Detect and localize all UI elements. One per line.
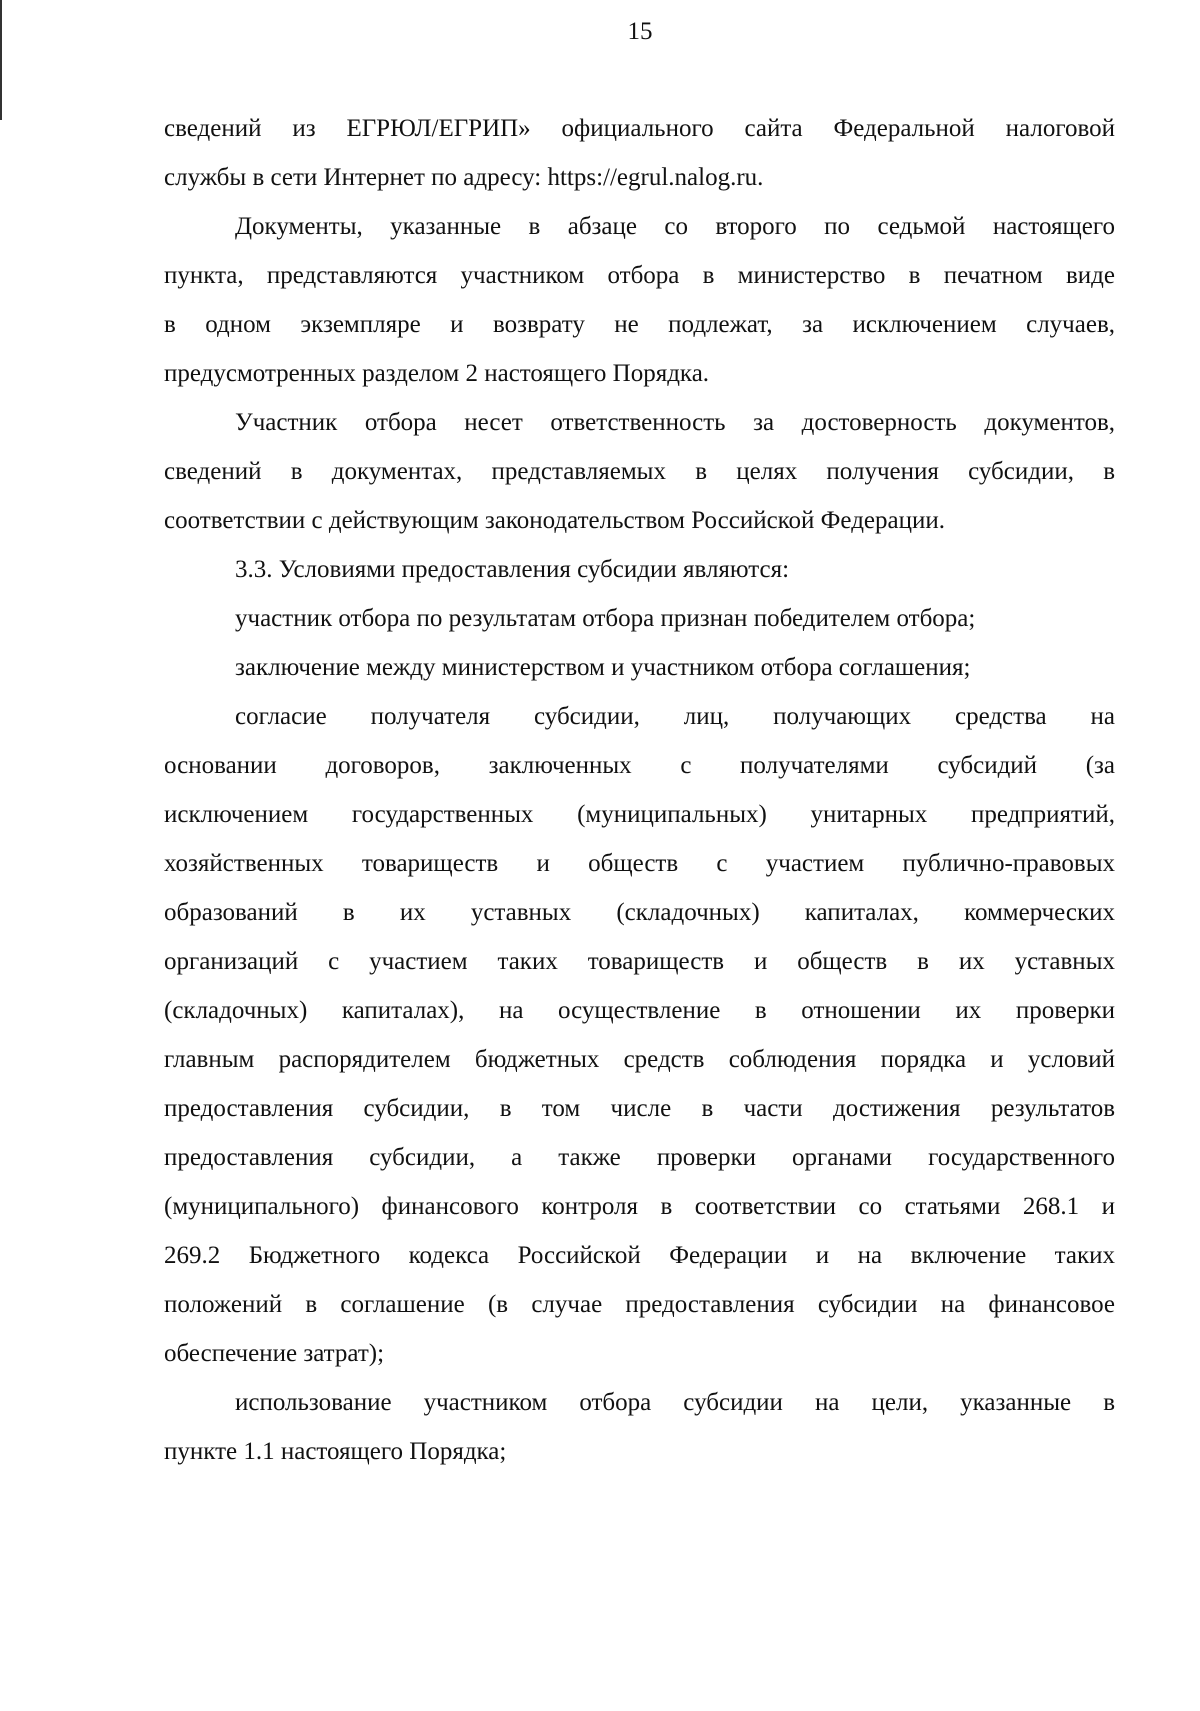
- text-line: обеспечение затрат);: [164, 1340, 385, 1367]
- text-line: службы в сети Интернет по адресу: https://egrul.nalog.ru.: [164, 164, 764, 191]
- paragraph: [164, 594, 1115, 643]
- text-line: Документы, указанные в абзаце со второго по седьмой настоящего: [235, 213, 1115, 240]
- paragraph: [164, 643, 1115, 692]
- document-body: [164, 104, 1115, 1476]
- text-line: предоставления субсидии, а также проверки органами государственного: [164, 1144, 1115, 1171]
- text-line: предоставления субсидии, в том числе в части достижения результатов: [164, 1095, 1115, 1122]
- text-line: (складочных) капиталах), на осуществление в отношении их проверки: [164, 997, 1115, 1024]
- text-line: согласие получателя субсидии, лиц, получающих средства на: [235, 703, 1115, 730]
- paragraph: [164, 398, 1115, 545]
- text-line: положений в соглашение (в случае предоставления субсидии на финансовое: [164, 1291, 1115, 1318]
- text-line: участник отбора по результатам отбора признан победителем отбора;: [235, 605, 976, 632]
- text-line: предусмотренных разделом 2 настоящего Порядка.: [164, 360, 710, 387]
- paragraph: [164, 104, 1115, 202]
- text-line: сведений в документах, представляемых в целях получения субсидии, в: [164, 458, 1115, 485]
- text-line: хозяйственных товариществ и обществ с участием публично-правовых: [164, 850, 1115, 877]
- text-line: пункте 1.1 настоящего Порядка;: [164, 1438, 507, 1465]
- text-line: (муниципального) финансового контроля в соответствии со статьями 268.1 и: [164, 1193, 1115, 1220]
- text-line: организаций с участием таких товариществ и обществ в их уставных: [164, 948, 1115, 975]
- text-line: в одном экземпляре и возврату не подлежат, за исключением случаев,: [164, 311, 1115, 338]
- page-number: 15: [627, 18, 653, 45]
- text-line: основании договоров, заключенных с получателями субсидий (за: [164, 752, 1115, 779]
- paragraph: [164, 202, 1115, 398]
- text-line: соответствии с действующим законодательством Российской Федерации.: [164, 507, 945, 534]
- text-line: главным распорядителем бюджетных средств соблюдения порядка и условий: [164, 1046, 1115, 1073]
- text-line: использование участником отбора субсидии на цели, указанные в: [235, 1389, 1115, 1416]
- text-line: исключением государственных (муниципальных) унитарных предприятий,: [164, 801, 1115, 828]
- paragraph: [164, 545, 1115, 594]
- text-line: 3.3. Условиями предоставления субсидии являются:: [235, 556, 790, 583]
- text-line: пункта, представляются участником отбора в министерство в печатном виде: [164, 262, 1115, 289]
- text-line: сведений из ЕГРЮЛ/ЕГРИП» официального сайта Федеральной налоговой: [164, 115, 1115, 142]
- paragraph: [164, 692, 1115, 1378]
- text-line: Участник отбора несет ответственность за достоверность документов,: [235, 409, 1115, 436]
- text-line: заключение между министерством и участником отбора соглашения;: [235, 654, 971, 681]
- text-line: образований в их уставных (складочных) капиталах, коммерческих: [164, 899, 1115, 926]
- text-line: 269.2 Бюджетного кодекса Российской Федерации и на включение таких: [164, 1242, 1115, 1269]
- paragraph: [164, 1378, 1115, 1476]
